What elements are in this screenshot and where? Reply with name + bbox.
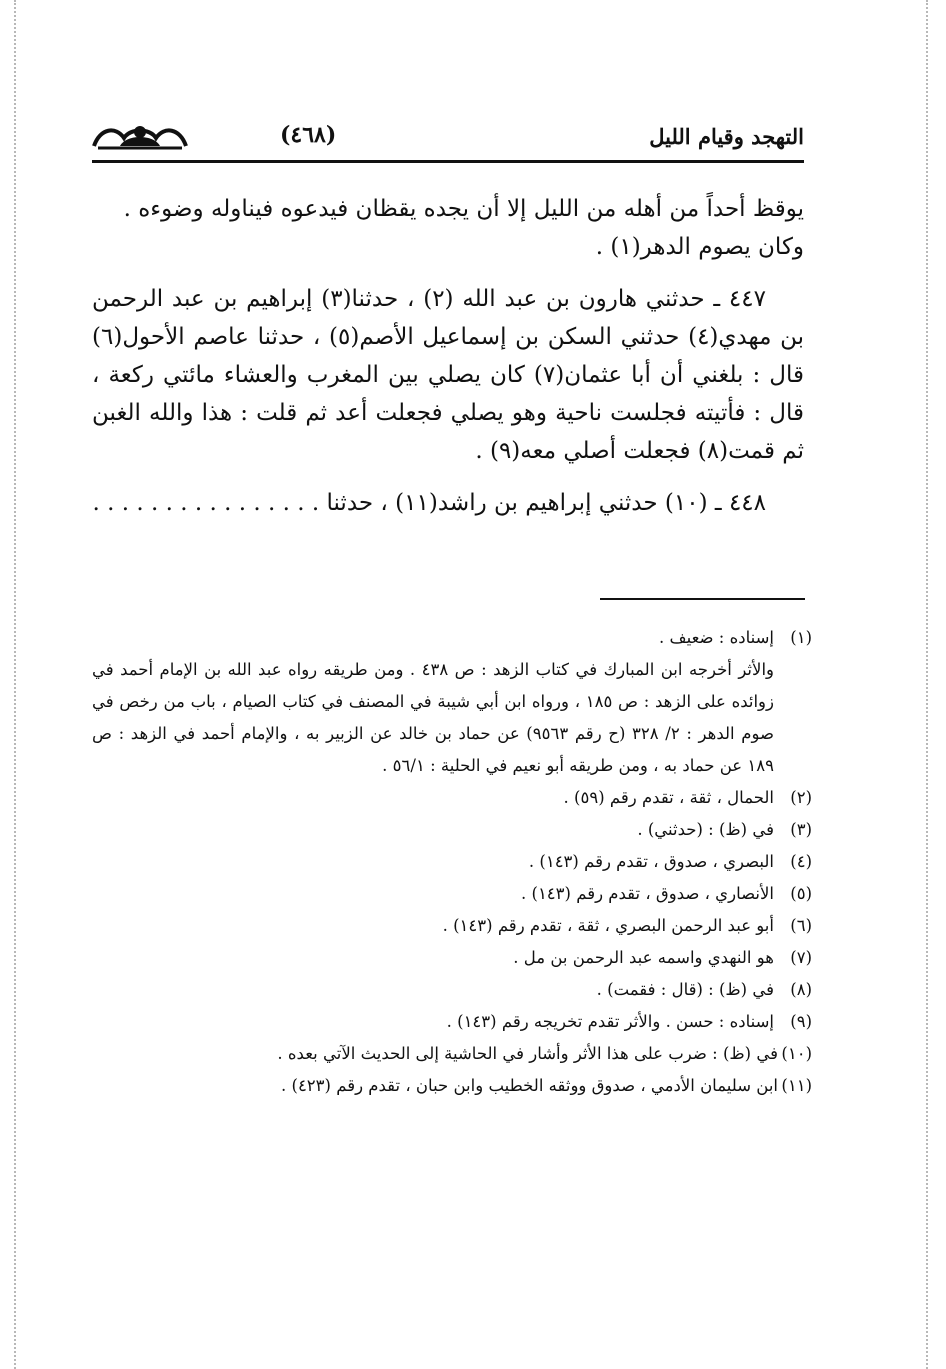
page-header bbox=[92, 118, 804, 162]
footnote-2 bbox=[92, 782, 812, 814]
paragraph-continuation-line2: وكان يصوم الدهر(١) . bbox=[595, 234, 804, 260]
footnote-number: (٤) bbox=[790, 852, 812, 871]
footnote-number: (٦) bbox=[790, 916, 812, 935]
footnote-1-continuation: والأثر أخرجه ابن المبارك في كتاب الزهد : ص ٤٣٨ . ومن طريقه رواه عبد الله بن الإمام أحمد في زوائده على الزهد : ص ١٨٥ ، ورواه ابن أبي شيبة في المصنف في كتاب الصيام ، باب من رخص في صوم الدهر : ٢/ ٣٢٨ (ح رقم ٩٥٦٣) عن حماد بن خالد عن الزبير به ، والإمام أحمد في الزهد : ص ١٨٩ عن حماد به ، ومن طريقه أبو نعيم في الحلية : ٥٦/١ . bbox=[92, 660, 774, 775]
footnote-number: (٢) bbox=[790, 788, 812, 807]
footnote-text: الحمال ، ثقة ، تقدم رقم (٥٩) . bbox=[563, 788, 774, 807]
footnote-11 bbox=[92, 1070, 812, 1102]
footnote-10 bbox=[92, 1038, 812, 1070]
footnote-number: (١) bbox=[790, 628, 812, 647]
footnote-separator bbox=[600, 598, 805, 600]
footnote-number: (٣) bbox=[790, 820, 812, 839]
footnote-3 bbox=[92, 814, 812, 846]
footnote-5 bbox=[92, 878, 812, 910]
footnote-9 bbox=[92, 1006, 812, 1038]
paragraph-continuation: يوقظ أحداً من أهله من الليل إلا أن يجده يقظان فيدعوه فيناوله وضوءه . bbox=[123, 196, 804, 222]
footnote-number: (١١) bbox=[781, 1076, 812, 1095]
footnote-number: (٧) bbox=[790, 948, 812, 967]
right-margin-dots bbox=[926, 0, 928, 1369]
footnote-number: (١٠) bbox=[781, 1044, 812, 1063]
footnote-text: في (ظ) : (حدثني) . bbox=[637, 820, 774, 839]
main-text bbox=[92, 190, 804, 522]
footnotes bbox=[92, 622, 812, 1102]
footnote-text: في (ظ) : ضرب على هذا الأثر وأشار في الحاشية إلى الحديث الآتي بعده . bbox=[277, 1044, 778, 1063]
hadith-447: ٤٤٧ ـ حدثني هارون بن عبد الله (٢) ، حدثنا(٣) إبراهيم بن عبد الرحمن بن مهدي(٤) حدثني السكن بن إسماعيل الأصم(٥) ، حدثنا عاصم الأحول(٦) قال : بلغني أن أبا عثمان(٧) كان يصلي بين المغرب والعشاء مائتي ركعة ، قال : فأتيته فجلست ناحية وهو يصلي فجعلت أعد ثم قلت : هذا والله الغبن ثم قمت(٨) فجعلت أصلي معه(٩) . bbox=[92, 286, 804, 464]
footnote-text: هو النهدي واسمه عبد الرحمن بن مل . bbox=[513, 948, 774, 967]
footnote-7 bbox=[92, 942, 812, 974]
footnote-text: البصري ، صدوق ، تقدم رقم (١٤٣) . bbox=[528, 852, 774, 871]
header-rule bbox=[92, 160, 804, 163]
footnote-text: إسناده : حسن . والأثر تقدم تخريجه رقم (١٤٣) . bbox=[446, 1012, 774, 1031]
footnote-6 bbox=[92, 910, 812, 942]
footnote-number: (٩) bbox=[790, 1012, 812, 1031]
footnote-text: أبو عبد الرحمن البصري ، ثقة ، تقدم رقم (١٤٣) . bbox=[442, 916, 774, 935]
footnote-number: (٥) bbox=[790, 884, 812, 903]
footnote-text: الأنصاري ، صدوق ، تقدم رقم (١٤٣) . bbox=[521, 884, 774, 903]
footnote-number: (٨) bbox=[790, 980, 812, 999]
footnote-text: إسناده : ضعيف . bbox=[659, 628, 774, 647]
footnote-text: في (ظ) : (قال : فقمت) . bbox=[596, 980, 774, 999]
running-title: التهجد وقيام الليل bbox=[649, 124, 804, 149]
header-ornament-icon bbox=[90, 120, 190, 154]
footnote-8 bbox=[92, 974, 812, 1006]
hadith-448: ٤٤٨ ـ (١٠) حدثني إبراهيم بن راشد(١١) ، حدثنا . . . . . . . . . . . . . . . . bbox=[92, 490, 766, 516]
footnote-1 bbox=[92, 622, 812, 654]
left-margin-dots bbox=[14, 0, 16, 1369]
page-number: (٤٦٨) bbox=[280, 122, 337, 148]
footnote-text: ابن سليمان الأدمي ، صدوق ووثقه الخطيب وابن حبان ، تقدم رقم (٤٢٣) . bbox=[281, 1076, 778, 1095]
footnote-4 bbox=[92, 846, 812, 878]
